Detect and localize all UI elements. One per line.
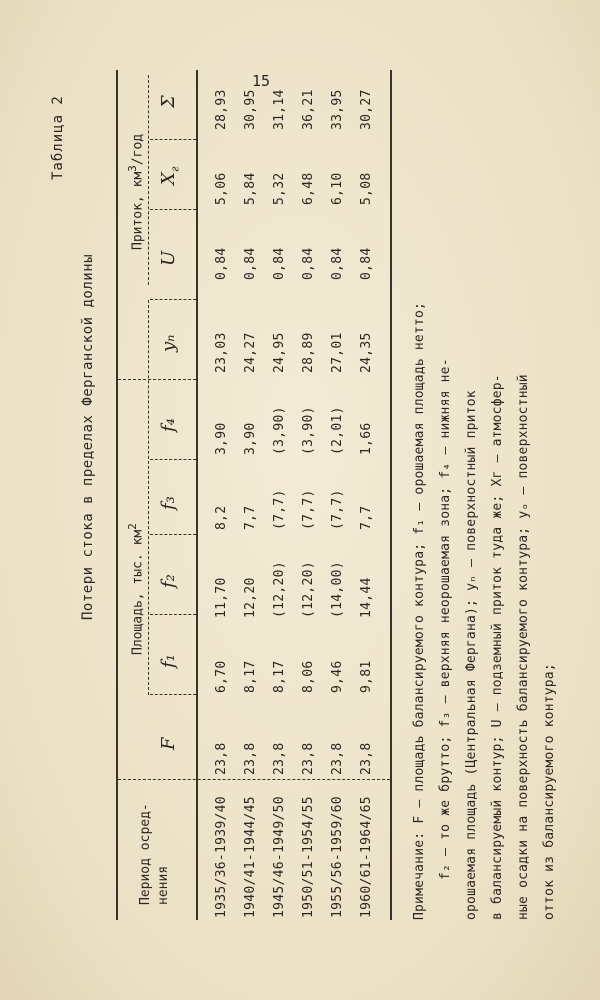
col-separator xyxy=(150,459,196,460)
col-header-sum: Σ xyxy=(158,95,179,108)
table-cell: 33,95 xyxy=(330,89,345,130)
period-header-line2: нения xyxy=(156,865,171,905)
table-cell: (12,20) xyxy=(272,561,287,618)
row-period: 1950/51-1954/55 xyxy=(301,796,316,918)
col-separator xyxy=(150,534,196,535)
table-cell: 9,46 xyxy=(330,660,345,693)
table-cell: 28,89 xyxy=(301,332,316,373)
table-cell: 36,21 xyxy=(301,89,316,130)
col-header-f4: f₄ xyxy=(158,418,179,432)
col-header-f1: f₁ xyxy=(158,654,179,668)
table-label: Таблица 2 xyxy=(50,95,66,180)
note-line-6: отток из балансируемого контура; xyxy=(542,663,557,920)
table-cell: 23,8 xyxy=(214,742,229,775)
table-cell: 23,8 xyxy=(359,742,374,775)
col-separator xyxy=(118,779,390,780)
table-cell: 24,95 xyxy=(272,332,287,373)
col-separator xyxy=(118,379,196,380)
table-cell: (14,00) xyxy=(330,561,345,618)
table-cell: 8,17 xyxy=(243,660,258,693)
table-cell: 6,48 xyxy=(301,172,316,205)
rotated-table-content xyxy=(20,60,580,940)
row-period: 1955/56-1959/60 xyxy=(330,796,345,918)
table-cell: 23,8 xyxy=(301,742,316,775)
table-cell: 8,06 xyxy=(301,660,316,693)
col-separator xyxy=(150,139,196,140)
table-cell: 23,8 xyxy=(243,742,258,775)
note-line-1: Примечание: F – площадь балансируемого контура; f₁ – орошаемая площадь нетто; xyxy=(412,301,427,920)
col-separator xyxy=(150,694,196,695)
table-cell: 7,7 xyxy=(359,505,374,530)
note-line-3: орошаемая площадь (Центральная Фергана); yₙ – поверхностный приток xyxy=(464,390,479,920)
area-group-header: Площадь, тыс. $км^2$ xyxy=(126,523,146,655)
table-cell: (12,20) xyxy=(301,561,316,618)
table-cell: 0,84 xyxy=(243,247,258,280)
area-group-underline xyxy=(148,300,149,695)
table-cell: 30,95 xyxy=(243,89,258,130)
table-cell: 14,44 xyxy=(359,577,374,618)
inflow-group-underline xyxy=(148,75,149,285)
table-cell: 23,8 xyxy=(330,742,345,775)
table-cell: 3,90 xyxy=(214,422,229,455)
col-header-f3: f₃ xyxy=(158,496,179,510)
table-cell: 9,81 xyxy=(359,660,374,693)
table-cell: 31,14 xyxy=(272,89,287,130)
col-separator xyxy=(150,299,196,300)
inflow-group-header: Приток, $км^3$/год xyxy=(126,133,146,250)
table-cell: 3,90 xyxy=(243,422,258,455)
table-cell: 11,70 xyxy=(214,577,229,618)
table-cell: 5,08 xyxy=(359,172,374,205)
table-cell: 23,8 xyxy=(272,742,287,775)
col-header-Xg: $X_г$ xyxy=(158,166,182,185)
col-header-f2: f₂ xyxy=(158,574,179,588)
col-separator xyxy=(150,614,196,615)
table-cell: 8,2 xyxy=(214,505,229,530)
table-cell: 5,32 xyxy=(272,172,287,205)
note-line-4: в балансируемый контур; U – подземный приток туда же; Xг – атмосфер- xyxy=(490,374,505,920)
col-header-F: F xyxy=(158,737,179,750)
col-header-U: U xyxy=(158,250,179,266)
table-cell: 27,01 xyxy=(330,332,345,373)
table-cell: 7,7 xyxy=(243,505,258,530)
page-number: 15 xyxy=(252,72,271,90)
table-cell: 5,06 xyxy=(214,172,229,205)
note-line-2: f₂ – то же брутто; f₃ – верхняя неорошаемая зона; f₄ – нижняя не- xyxy=(438,358,453,880)
table-cell: 0,84 xyxy=(301,247,316,280)
table-cell: 24,35 xyxy=(359,332,374,373)
table-cell: (7,7) xyxy=(272,489,287,530)
table-title: Потери стока в пределах Ферганской долины xyxy=(80,253,96,620)
table-cell: (7,7) xyxy=(330,489,345,530)
table-cell: 23,03 xyxy=(214,332,229,373)
table-cell: (7,7) xyxy=(301,489,316,530)
table-cell: (2,01) xyxy=(330,406,345,455)
table-header-rule xyxy=(196,70,198,920)
table-cell: 6,10 xyxy=(330,172,345,205)
row-period: 1960/61-1964/65 xyxy=(359,796,374,918)
col-header-yn: yₙ xyxy=(158,334,179,352)
table-cell: 0,84 xyxy=(330,247,345,280)
row-period: 1940/41-1944/45 xyxy=(243,796,258,918)
table-cell: (3,90) xyxy=(272,406,287,455)
row-period: 1935/36-1939/40 xyxy=(214,796,229,918)
note-line-5: ные осадки на поверхность балансируемого контура; yₒ – поверхностный xyxy=(516,374,531,920)
table-cell: (3,90) xyxy=(301,406,316,455)
table-cell: 8,17 xyxy=(272,660,287,693)
table-cell: 1,66 xyxy=(359,422,374,455)
table-cell: 0,84 xyxy=(214,247,229,280)
period-header-line1: Период осред- xyxy=(138,803,153,905)
table-cell: 0,84 xyxy=(359,247,374,280)
col-separator xyxy=(150,209,196,210)
table-cell: 24,27 xyxy=(243,332,258,373)
table-cell: 12,20 xyxy=(243,577,258,618)
table-cell: 28,93 xyxy=(214,89,229,130)
table-cell: 30,27 xyxy=(359,89,374,130)
table-bottom-rule xyxy=(390,70,392,920)
table-top-rule xyxy=(116,70,118,920)
row-period: 1945/46-1949/50 xyxy=(272,796,287,918)
table-cell: 5,84 xyxy=(243,172,258,205)
table-cell: 6,70 xyxy=(214,660,229,693)
table-cell: 0,84 xyxy=(272,247,287,280)
